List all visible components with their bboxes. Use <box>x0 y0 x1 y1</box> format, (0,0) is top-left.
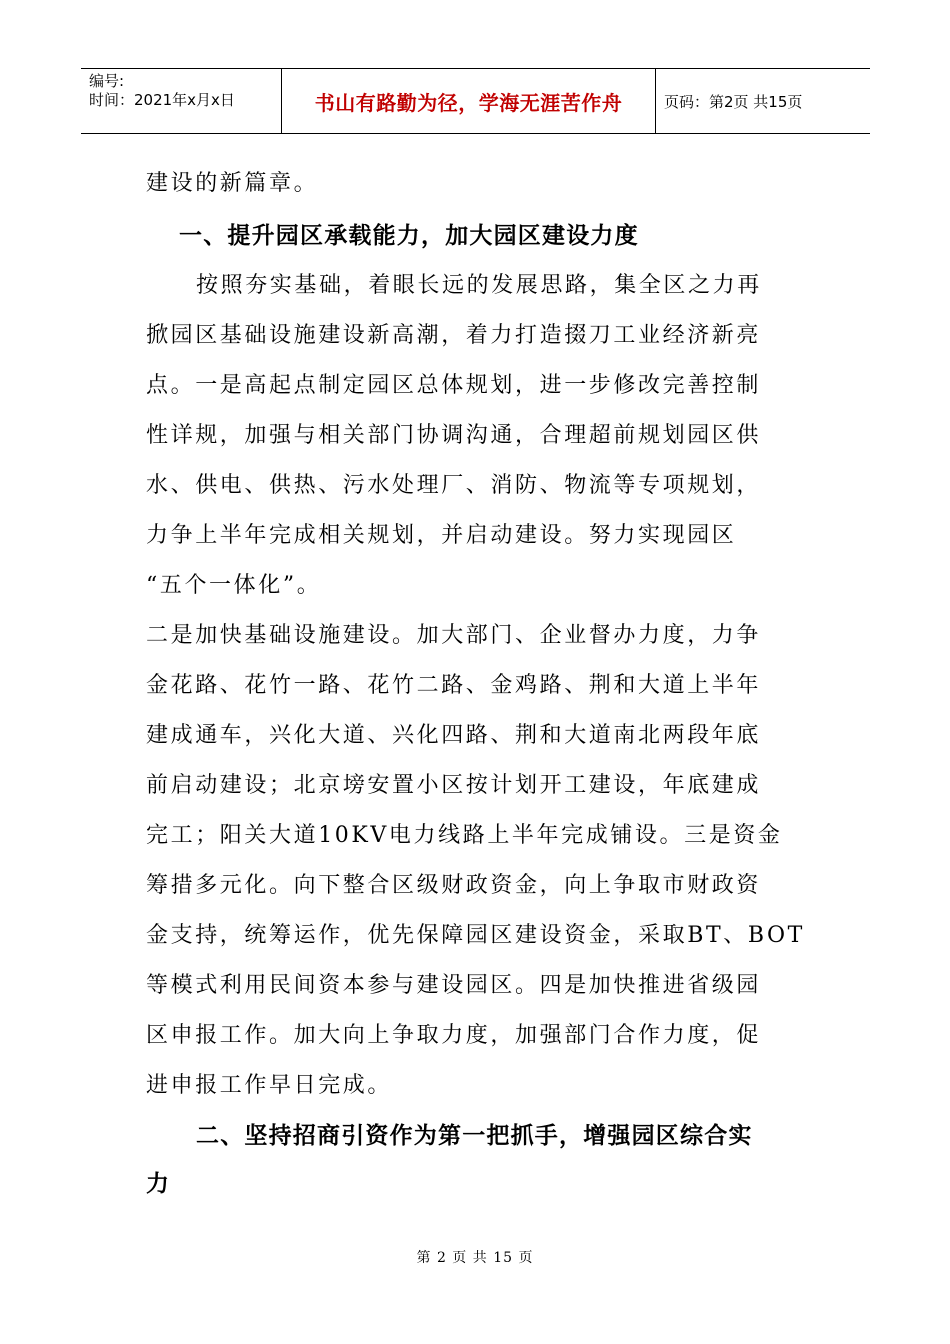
paragraph-line: 等模式利用民间资本参与建设园区。四是加快推进省级园 <box>146 973 762 998</box>
paragraph-line: 筹措多元化。向下整合区级财政资金，向上争取市财政资 <box>146 873 762 898</box>
paragraph-line: 按照夯实基础，着眼长远的发展思路，集全区之力再 <box>196 273 762 298</box>
header-page-info: 页码：第2页 共15页 <box>664 92 803 111</box>
section-heading: 二、坚持招商引资作为第一把抓手，增强园区综合实 <box>196 1123 753 1149</box>
paragraph-line: 区申报工作。加大向上争取力度，加强部门合作力度，促 <box>146 1023 762 1048</box>
paragraph-line: 二是加快基础设施建设。加大部门、企业督办力度，力争 <box>146 623 762 648</box>
paragraph-line: 掀园区基础设施建设新高潮，着力打造掇刀工业经济新亮 <box>146 323 762 348</box>
document-date: 时间：2021年x月x日 <box>89 91 235 109</box>
header-motto: 书山有路勤为径，学海无涯苦作舟 <box>281 69 656 133</box>
paragraph-line: 前启动建设；北京塝安置小区按计划开工建设，年底建成 <box>146 773 762 798</box>
paragraph-line: 力争上半年完成相关规划，并启动建设。努力实现园区 <box>146 523 737 548</box>
paragraph-line: 点。一是高起点制定园区总体规划，进一步修改完善控制 <box>146 373 762 398</box>
paragraph-line: 进申报工作早日完成。 <box>146 1073 393 1098</box>
paragraph-line: 建成通车，兴化大道、兴化四路、荆和大道南北两段年底 <box>146 723 762 748</box>
paragraph-line: 性详规，加强与相关部门协调沟通，合理超前规划园区供 <box>146 423 762 448</box>
paragraph-line: 金支持，统筹运作，优先保障园区建设资金，采取BT、BOT <box>146 923 805 948</box>
paragraph-line: “五个一体化”。 <box>146 573 322 598</box>
section-heading: 一、提升园区承载能力，加大园区建设力度 <box>179 223 639 249</box>
header-meta <box>81 69 281 133</box>
page-footer: 第 2 页 共 15 页 <box>416 1250 534 1266</box>
paragraph-line: 金花路、花竹一路、花竹二路、金鸡路、荆和大道上半年 <box>146 673 762 698</box>
paragraph-line: 水、供电、供热、污水处理厂、消防、物流等专项规划， <box>146 473 762 498</box>
document-header <box>81 68 870 134</box>
paragraph-line: 建设的新篇章。 <box>146 171 319 196</box>
section-heading: 力 <box>146 1171 171 1197</box>
document-number-label: 编号: <box>89 72 125 90</box>
paragraph-line: 完工；阳关大道10KV电力线路上半年完成铺设。三是资金 <box>146 823 783 848</box>
